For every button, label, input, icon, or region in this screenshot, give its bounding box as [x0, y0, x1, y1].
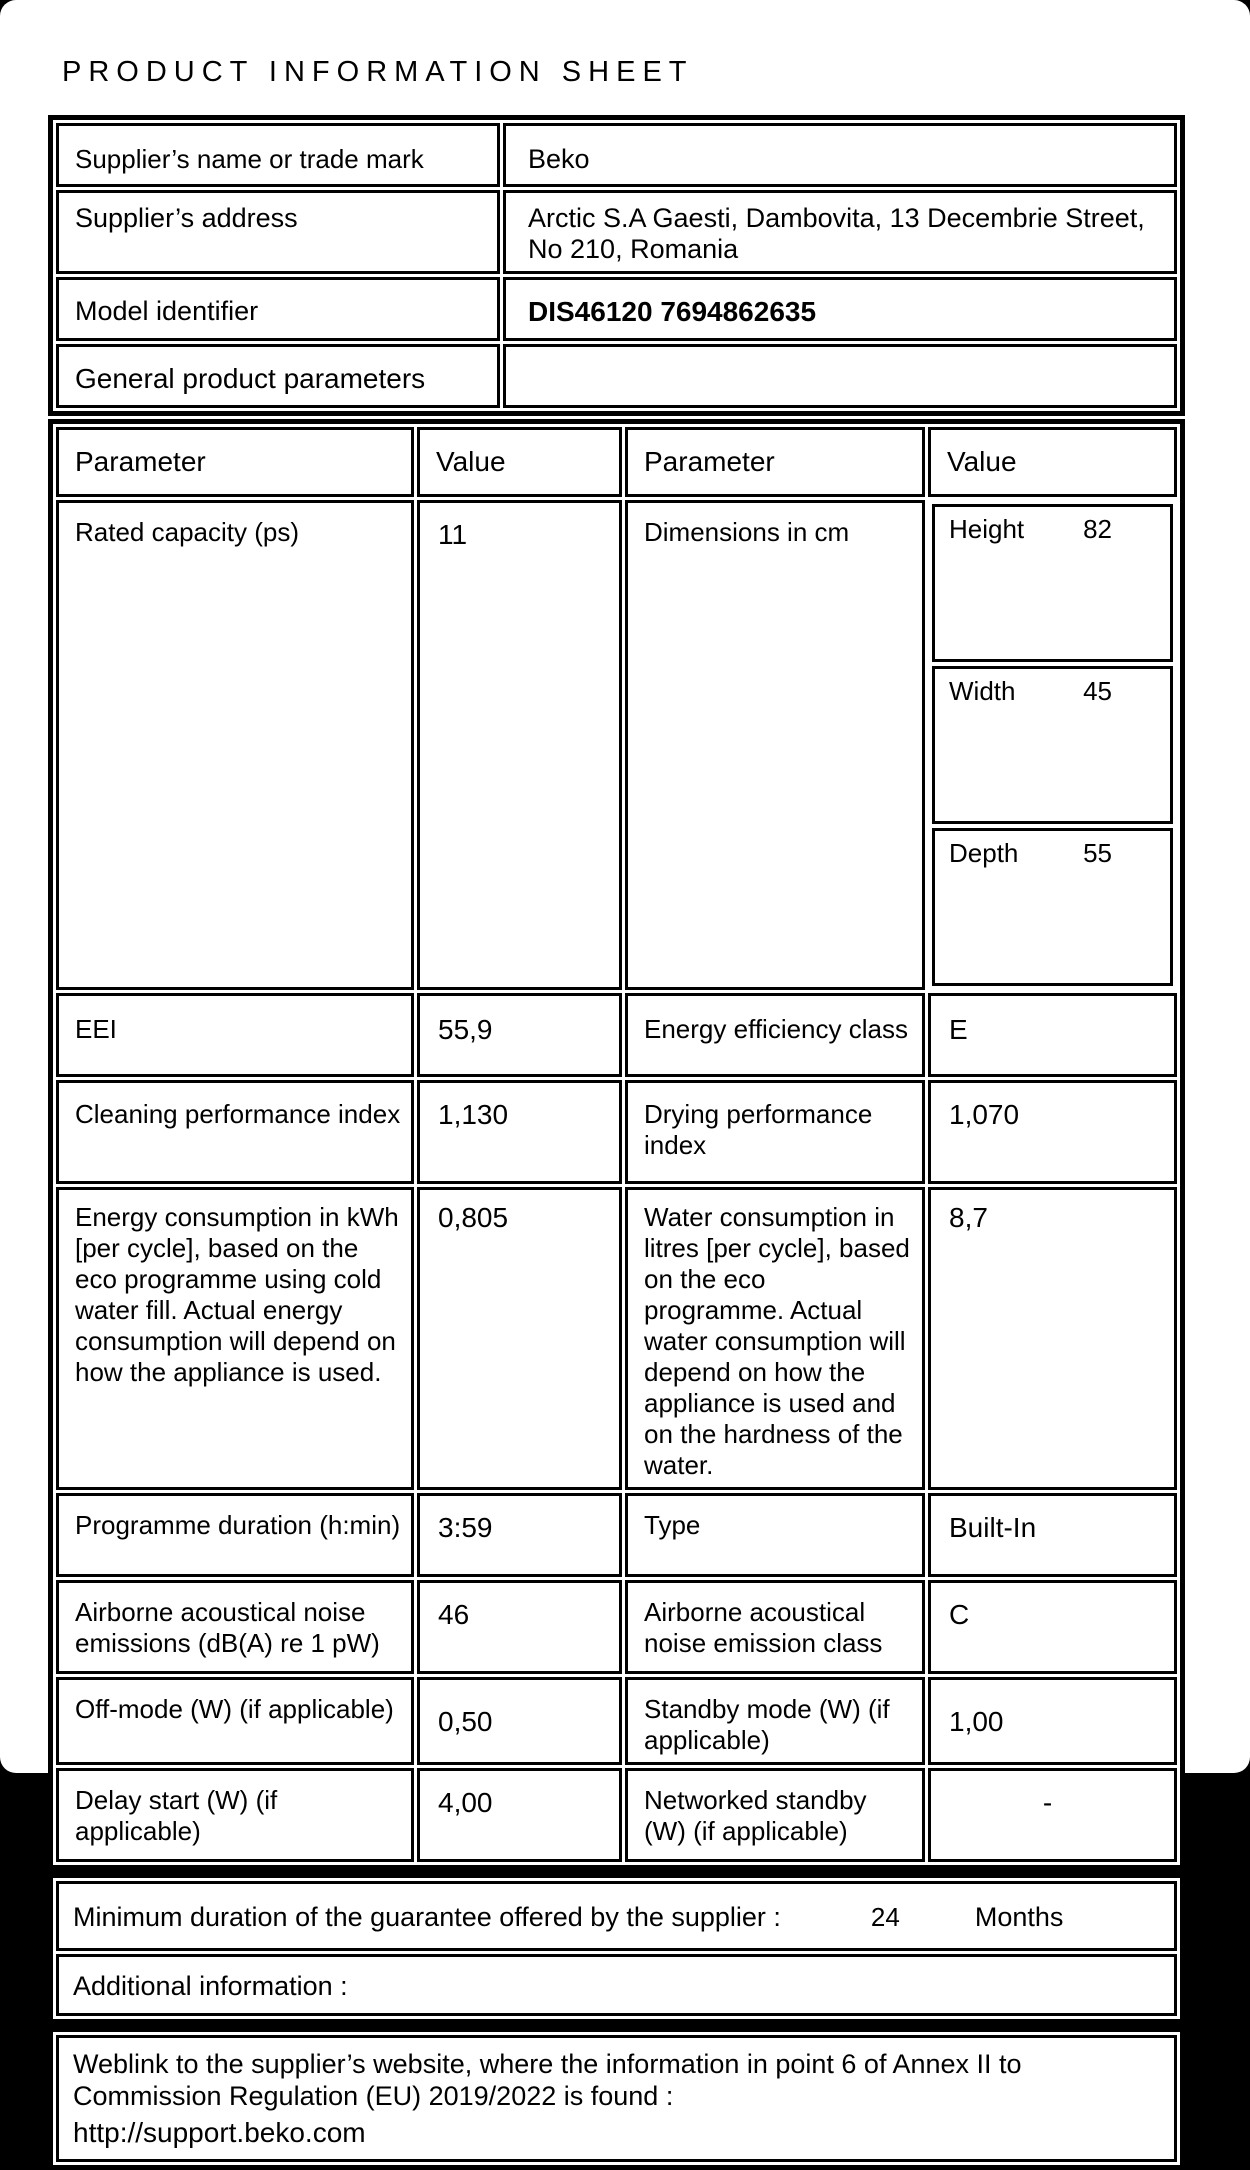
dimensions-cell — [928, 500, 1177, 990]
parameter-value: 0,805 — [417, 1187, 622, 1490]
supplier-address-value: Arctic S.A Gaesti, Dambovita, 13 Decembrie Street, No 210, Romania — [503, 190, 1177, 274]
guarantee-row — [56, 1881, 1177, 1951]
table-row — [56, 1493, 1177, 1577]
table-row — [56, 1677, 1177, 1765]
header-parameter-right: Parameter — [625, 427, 925, 497]
parameter-label: Airborne acoustical noise emission class — [625, 1580, 925, 1674]
additional-information-label: Additional information : — [56, 1954, 1177, 2016]
table-row — [56, 993, 1177, 1077]
supplier-table — [48, 115, 1185, 416]
parameter-value: 4,00 — [417, 1768, 622, 1862]
parameter-label: Programme duration (h:min) — [56, 1493, 414, 1577]
parameter-value: Built-In — [928, 1493, 1177, 1577]
supplier-name-value: Beko — [503, 123, 1177, 187]
dimensions-subtable — [928, 500, 1177, 990]
page-title: PRODUCT INFORMATION SHEET — [62, 56, 694, 88]
parameter-value: 11 — [417, 500, 622, 990]
parameter-label: Cleaning performance index — [56, 1080, 414, 1184]
parameter-value: C — [928, 1580, 1177, 1674]
parameter-label: Standby mode (W) (if applicable) — [625, 1677, 925, 1765]
supplier-name-row — [56, 123, 1177, 187]
header-value-right: Value — [928, 427, 1177, 497]
parameter-value: 1,070 — [928, 1080, 1177, 1184]
parameter-value: E — [928, 993, 1177, 1077]
dimension-value: 82 — [1083, 514, 1112, 544]
parameter-label: Networked standby (W) (if applicable) — [625, 1768, 925, 1862]
weblink-url[interactable]: http://support.beko.com — [73, 2117, 366, 2148]
parameter-label: Delay start (W) (if applicable) — [56, 1768, 414, 1862]
parameter-label: Energy efficiency class — [625, 993, 925, 1077]
dimension-row — [932, 666, 1173, 824]
dimension-value: 45 — [1083, 676, 1112, 706]
supplier-name-label: Supplier’s name or trade mark — [56, 123, 500, 187]
parameter-label: Dimensions in cm — [625, 500, 925, 990]
model-identifier-row — [56, 277, 1177, 341]
header-value-left: Value — [417, 427, 622, 497]
parameter-label: Type — [625, 1493, 925, 1577]
table-row — [56, 1768, 1177, 1862]
dimension-value: 55 — [1083, 838, 1112, 868]
parameter-value: 0,50 — [417, 1677, 622, 1765]
table-row — [56, 1187, 1177, 1490]
parameter-label: Airborne acoustical noise emissions (dB(A) re 1 pW) — [56, 1580, 414, 1674]
supplier-address-row — [56, 190, 1177, 274]
model-identifier-value: DIS46120 7694862635 — [503, 277, 1177, 341]
parameter-label: Drying performance index — [625, 1080, 925, 1184]
table-row — [56, 500, 1177, 990]
dimension-label: Width — [949, 676, 1016, 706]
table-row — [56, 1080, 1177, 1184]
dimension-label: Depth — [949, 838, 1019, 868]
dimension-row — [932, 828, 1173, 986]
parameter-value: 55,9 — [417, 993, 622, 1077]
dimension-row — [932, 504, 1173, 662]
parameter-label: Rated capacity (ps) — [56, 500, 414, 990]
guarantee-value: 24 — [870, 1902, 900, 1932]
parameter-value: 3:59 — [417, 1493, 622, 1577]
weblink-box — [48, 2027, 1185, 2170]
parameter-label: Water consumption in litres [per cycle], based on the eco programme. Actual water consumption will depend on how the appliance is used and on the hardness of the water. — [625, 1187, 925, 1490]
parameter-value: - — [928, 1768, 1177, 1862]
additional-information-row — [56, 1954, 1177, 2016]
parameter-value: 46 — [417, 1580, 622, 1674]
parameters-header-row — [56, 427, 1177, 497]
parameter-label: Off-mode (W) (if applicable) — [56, 1677, 414, 1765]
weblink-row — [56, 2035, 1177, 2162]
guarantee-label: Minimum duration of the guarantee offered by the supplier : — [73, 1902, 781, 1932]
table-row — [56, 1580, 1177, 1674]
header-parameter-left: Parameter — [56, 427, 414, 497]
general-product-parameters-label: General product parameters — [56, 344, 500, 408]
supplier-address-label: Supplier’s address — [56, 190, 500, 274]
guarantee-table — [48, 1873, 1185, 2024]
weblink-text: Weblink to the supplier’s website, where the information in point 6 of Annex II to Commission Regulation (EU) 2019/2022 is found : — [73, 2049, 1022, 2111]
model-identifier-label: Model identifier — [56, 277, 500, 341]
guarantee-unit: Months — [974, 1902, 1064, 1932]
general-product-parameters-value — [503, 344, 1177, 408]
dimension-label: Height — [949, 514, 1025, 544]
parameter-value: 8,7 — [928, 1187, 1177, 1490]
parameters-table — [48, 419, 1185, 1870]
general-product-parameters-row — [56, 344, 1177, 408]
parameter-label: Energy consumption in kWh [per cycle], based on the eco programme using cold water fill. Actual energy consumption will depend on how the appliance is used. — [56, 1187, 414, 1490]
parameter-value: 1,130 — [417, 1080, 622, 1184]
parameter-value: 1,00 — [928, 1677, 1177, 1765]
parameter-label: EEI — [56, 993, 414, 1077]
